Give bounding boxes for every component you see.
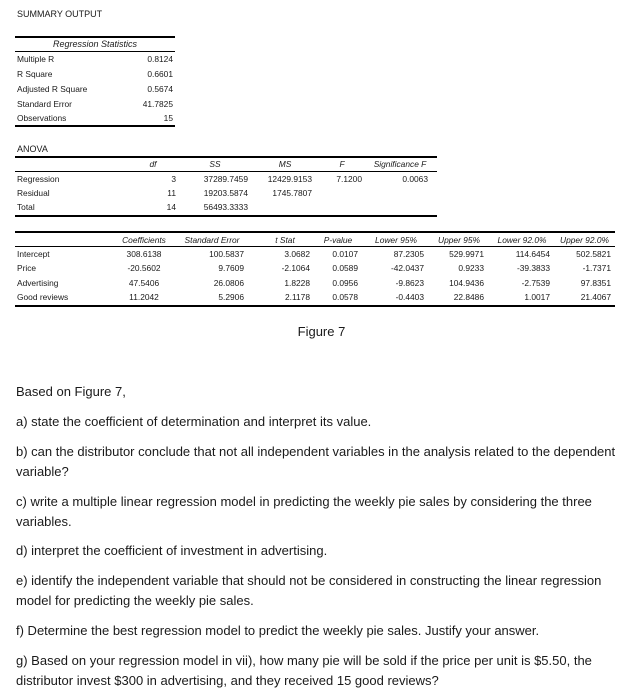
- coef-cell: 21.4067: [580, 292, 611, 302]
- question-f: f) Determine the best regression model to predict the weekly pie sales. Justify your answer.: [16, 623, 540, 638]
- coef-cell: 0.0578: [332, 292, 358, 302]
- coef-header: Lower 92.0%: [497, 235, 547, 245]
- coef-cell: 3.0682: [284, 249, 310, 259]
- coef-cell: 47.5406: [128, 278, 160, 288]
- summary-title: SUMMARY OUTPUT: [17, 9, 103, 19]
- stat-value: 0.6601: [147, 69, 173, 79]
- stat-value: 15: [163, 113, 173, 123]
- anova-cell-df: 3: [171, 174, 176, 184]
- coef-cell: 9.7609: [218, 263, 244, 273]
- stat-label: Observations: [17, 113, 67, 123]
- coef-cell: 100.5837: [209, 249, 244, 259]
- coef-cell: -1.7371: [582, 263, 611, 273]
- question-d: d) interpret the coefficient of investment in advertising.: [16, 543, 328, 558]
- coef-cell: -2.1064: [281, 263, 310, 273]
- stat-value: 0.8124: [147, 54, 173, 64]
- question-c: c) write a multiple linear regression model in predicting the weekly pie sales by considering the three variables.: [16, 494, 592, 529]
- coef-cell: 114.6454: [515, 249, 550, 259]
- question-e: e) identify the independent variable that should not be considered in constructing the linear regression model for predicting the weekly pie sales.: [16, 573, 602, 608]
- stat-value: 41.7825: [142, 99, 173, 109]
- anova-cell-df: 11: [167, 188, 176, 198]
- coef-row-label: Good reviews: [17, 292, 69, 302]
- anova-row-label: Regression: [17, 174, 60, 184]
- coef-row-label: Intercept: [17, 249, 50, 259]
- coef-cell: 87.2305: [393, 249, 424, 259]
- anova-cell-ms: 1745.7807: [272, 188, 312, 198]
- regression-statistics-header: Regression Statistics: [52, 39, 138, 49]
- anova-cell-ss: 19203.5874: [203, 188, 248, 198]
- stat-label: Multiple R: [17, 54, 55, 64]
- anova-cell-sig: 0.0063: [402, 174, 428, 184]
- coef-cell: -0.4403: [395, 292, 424, 302]
- coef-cell: 0.9233: [458, 263, 484, 273]
- coef-cell: 1.8228: [284, 278, 310, 288]
- anova-cell-ss: 56493.3333: [203, 202, 248, 212]
- coef-header: Lower 95%: [375, 235, 417, 245]
- anova-row-label: Total: [17, 202, 35, 212]
- coef-header: Coefficients: [122, 235, 166, 245]
- anova-header-ss: SS: [209, 159, 221, 169]
- question-g: g) Based on your regression model in vii), how many pie will be sold if the price per unit is $5.50, the distributor invest $300 in advertising, and they received 15 good reviews?: [16, 653, 592, 688]
- coef-header: Upper 95%: [438, 235, 480, 245]
- anova-header-significance-f: Significance F: [373, 159, 427, 169]
- coef-cell: 22.8486: [453, 292, 484, 302]
- stat-label: R Square: [17, 69, 53, 79]
- coef-row-label: Price: [17, 263, 37, 273]
- coef-header: Upper 92.0%: [560, 235, 609, 245]
- coef-cell: -9.8623: [395, 278, 424, 288]
- anova-header-f: F: [339, 159, 345, 169]
- coef-cell: -2.7539: [521, 278, 550, 288]
- coef-cell: 0.0589: [332, 263, 358, 273]
- coef-cell: 0.0956: [332, 278, 358, 288]
- coef-cell: 26.0806: [213, 278, 244, 288]
- coef-cell: 308.6138: [126, 249, 162, 259]
- coef-header: Standard Error: [184, 235, 240, 245]
- coef-cell: -42.0437: [390, 263, 424, 273]
- coef-cell: 529.9971: [449, 249, 484, 259]
- coef-cell: -20.5602: [127, 263, 161, 273]
- coef-cell: 1.0017: [524, 292, 550, 302]
- anova-cell-ss: 37289.7459: [203, 174, 248, 184]
- coef-cell: -39.3833: [516, 263, 550, 273]
- intro-text: Based on Figure 7,: [16, 384, 126, 399]
- anova-cell-df: 14: [166, 202, 176, 212]
- coef-cell: 97.8351: [580, 278, 611, 288]
- coef-header: P-value: [323, 235, 353, 245]
- anova-row-label: Residual: [17, 188, 50, 198]
- stat-value: 0.5674: [147, 84, 173, 94]
- coef-cell: 104.9436: [449, 278, 484, 288]
- coef-cell: 5.2906: [218, 292, 244, 302]
- anova-cell-f: 7.1200: [336, 174, 362, 184]
- coef-cell: 0.0107: [332, 249, 358, 259]
- anova-title: ANOVA: [17, 144, 48, 154]
- coef-cell: 2.1178: [285, 292, 310, 302]
- anova-cell-ms: 12429.9153: [267, 174, 312, 184]
- question-a: a) state the coefficient of determination and interpret its value.: [16, 414, 372, 429]
- coef-cell: 502.5821: [576, 249, 611, 259]
- coef-cell: 11.2042: [129, 292, 159, 302]
- coef-row-label: Advertising: [17, 278, 59, 288]
- question-b: b) can the distributor conclude that not all independent variables in the analysis related to the dependent variable?: [16, 444, 616, 479]
- figure-caption: Figure 7: [297, 324, 346, 339]
- anova-header-ms: MS: [278, 159, 292, 169]
- stat-label: Standard Error: [17, 99, 72, 109]
- coef-header: t Stat: [275, 235, 295, 245]
- stat-label: Adjusted R Square: [17, 84, 88, 94]
- anova-header-df: df: [149, 159, 157, 169]
